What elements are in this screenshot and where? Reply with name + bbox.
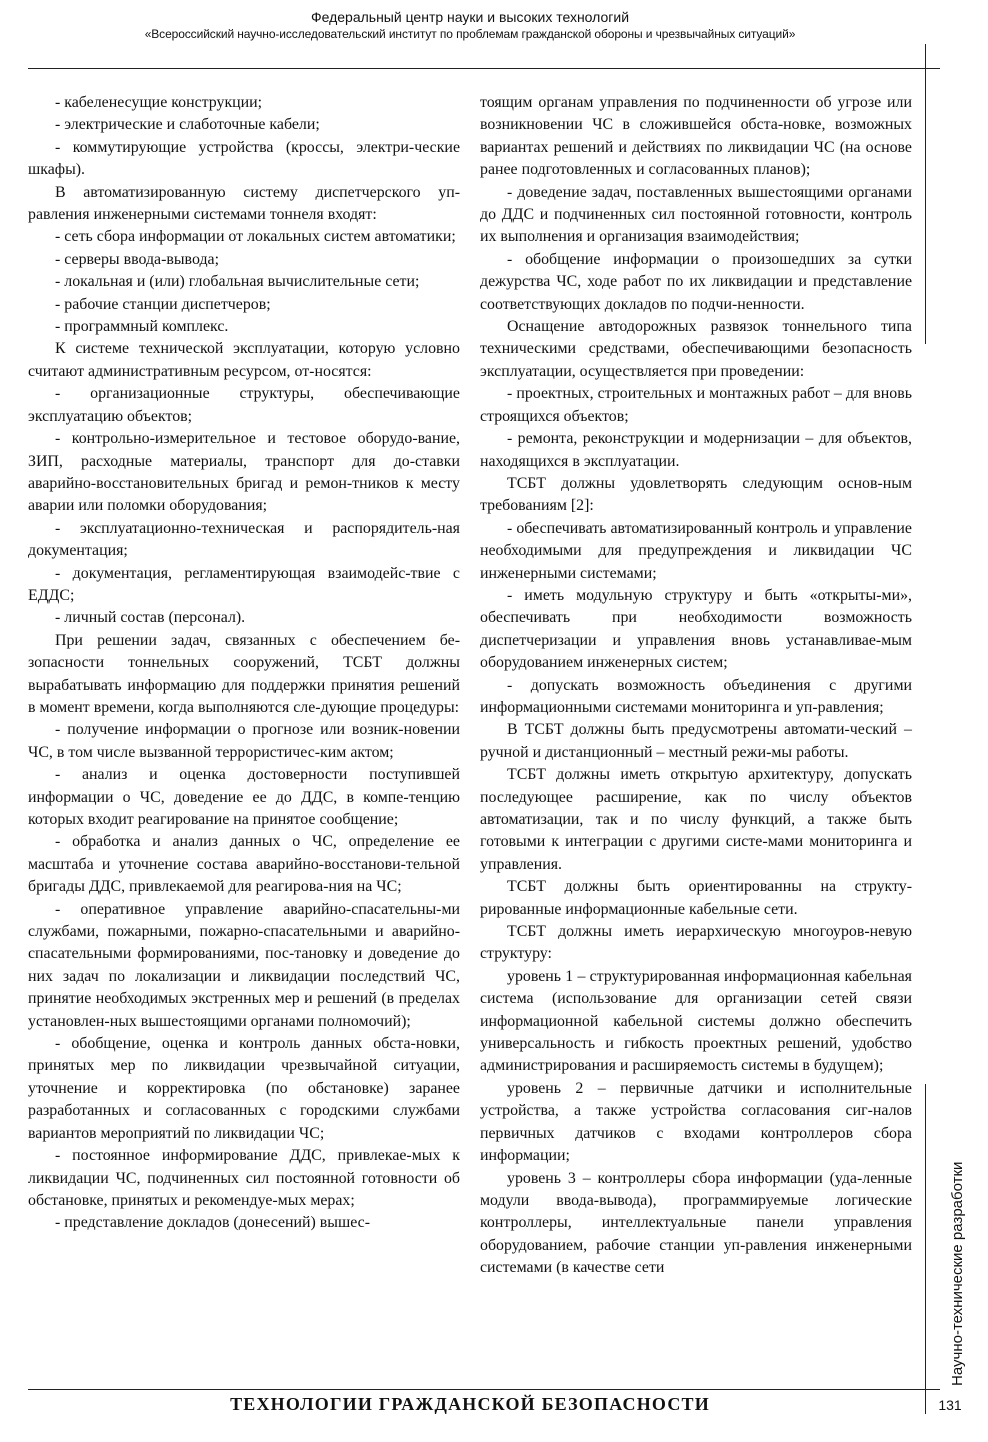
right-text-column bbox=[480, 92, 912, 1280]
paragraph: уровень 3 – контроллеры сбора информации (уда-ленные модули ввода-вывода), программируемые логические контроллеры, интеллектуальные панели управления оборудованием, рабочие станции уп-равления инженерными системами (в качестве сети bbox=[480, 1169, 912, 1277]
paragraph: ТСБТ должны быть ориентированны на структу-рированные информационные кабельные сети. bbox=[480, 878, 912, 918]
footer-rule bbox=[28, 1389, 940, 1390]
paragraph: - обработка и анализ данных о ЧС, определение ее масштаба и уточнение состава аварийно-восстанови-тельной бригады ДДС, привлекаемой для реагирова-ния на ЧС; bbox=[28, 833, 460, 896]
paragraph: В автоматизированную систему диспетчерского уп-равления инженерными системами тоннеля входят: bbox=[28, 183, 460, 224]
paragraph: - электрические и слаботочные кабели; bbox=[55, 116, 320, 134]
paragraph: - локальная и (или) глобальная вычислительные сети; bbox=[55, 273, 420, 291]
paragraph: - доведение задач, поставленных вышестоящими органами до ДДС и подчиненных сил постоянной готовности, контроль их выполнения и организация взаимодействия; bbox=[480, 183, 912, 246]
paragraph: уровень 1 – структурированная информационная кабельная система (использование для организации сетей связи информационной кабельной системы должно обеспечить универсальность и гибкость проектных решений, удобство администрирования и расширяемость системы в будущем); bbox=[480, 967, 912, 1075]
right-margin-rule-bottom bbox=[925, 1084, 926, 1414]
paragraph: К системе технической эксплуатации, которую условно считают административным ресурсом, от-носятся: bbox=[28, 340, 460, 380]
paragraph: - проектных, строительных и монтажных работ – для вновь строящихся объектов; bbox=[480, 385, 912, 425]
paragraph: Оснащение автодорожных развязок тоннельного типа техническими средствами, обеспечивающими безопасность эксплуатации, осуществляется при проведении: bbox=[480, 318, 912, 380]
paragraph: тоящим органам управления по подчиненности об угрозе или возникновении ЧС в сложившейся обста-новке, возможных вариантах решений и действиях по ликвидации ЧС (на основе ранее подготовленных и согласованных планов); bbox=[480, 94, 912, 179]
paragraph: - анализ и оценка достоверности поступившей информации о ЧС, доведение ее до ДДС, в компе-тенцию которых входит реагирование на принятое сообщение; bbox=[28, 766, 460, 828]
paragraph: - обеспечивать автоматизированный контроль и управление необходимыми для предупреждения и ликвидации ЧС инженерными системами; bbox=[480, 519, 912, 582]
paragraph: ТСБТ должны удовлетворять следующим основ-ным требованиям [2]: bbox=[480, 474, 912, 515]
header-organization: Федеральный центр науки и высоких технологий bbox=[310, 9, 630, 25]
header-institute: «Всероссийский научно-исследовательский институт по проблемам гражданской обороны и чрезвычайных ситуаций» bbox=[144, 27, 796, 41]
running-header bbox=[0, 8, 940, 42]
paragraph: - эксплуатационно-техническая и распорядитель-ная документация; bbox=[28, 519, 460, 560]
paragraph: ТСБТ должны иметь иерархическую многоуров-невую структуру: bbox=[480, 923, 912, 963]
paragraph: - документация, регламентирующая взаимодейс-твие с ЕДДС; bbox=[28, 564, 460, 604]
paragraph: - допускать возможность объединения с другими информационными системами мониторинга и уп-равления; bbox=[480, 676, 912, 716]
paragraph: ТСБТ должны иметь открытую архитектуру, допускать последующее расширение, как по числу объектов автоматизации, так и по числу функций, а также быть готовыми к интеграции с другими систе-мами мониторинга и управления. bbox=[480, 766, 912, 873]
section-side-label: Научно-технические разработки bbox=[949, 1161, 966, 1386]
page-number: 131 bbox=[938, 1397, 962, 1413]
paragraph: - сеть сбора информации от локальных систем автоматики; bbox=[55, 228, 456, 246]
paragraph: - рабочие станции диспетчеров; bbox=[55, 295, 271, 313]
paragraph: - иметь модульную структуру и быть «открыты-ми», обеспечивать при необходимости возможность диспетчеризации и управления вновь устанавливае-мым оборудованием инженерных систем; bbox=[480, 586, 912, 672]
paragraph: - контрольно-измерительное и тестовое оборудо-вание, ЗИП, расходные материалы, транспорт для до-ставки аварийно-восстановительных бригад и ремон-тников к месту аварии или поломки оборудования; bbox=[28, 430, 460, 515]
paragraph: - обобщение информации о произошедших за сутки дежурства ЧС, ходе работ по их ликвидации и представление соответствующих докладов по подчи-ненности. bbox=[480, 250, 912, 313]
paragraph: - получение информации о прогнозе или возник-новении ЧС, в том числе вызванной террористичес-ким актом; bbox=[28, 721, 460, 761]
right-margin-rule-top bbox=[925, 44, 926, 344]
paragraph: - оперативное управление аварийно-спасательны-ми службами, пожарными, пожарно-спасательными и аварийно-спасательными формированиями, пос-тановку и доведение до них задач по локализации и ликвидации последствий ЧС, принятие необходимых экстренных мер и решений (в пределах установлен-ных вышестоящими органами полномочий); bbox=[28, 900, 460, 1030]
journal-title: ТЕХНОЛОГИИ ГРАЖДАНСКОЙ БЕЗОПАСНОСТИ bbox=[230, 1394, 710, 1414]
paragraph: - серверы ввода-вывода; bbox=[55, 250, 219, 268]
paragraph: - ремонта, реконструкции и модернизации – для объектов, находящихся в эксплуатации. bbox=[480, 430, 912, 470]
paragraph: - представление докладов (донесений) вышес- bbox=[55, 1214, 370, 1232]
paragraph: При решении задач, связанных с обеспечением бе-зопасности тоннельных сооружений, ТСБТ должны вырабатывать информацию для поддержки принятия решений в момент времени, когда выполняются сле-дующие процедуры: bbox=[28, 631, 460, 716]
paragraph: - программный комплекс. bbox=[55, 318, 229, 336]
paragraph: - обобщение, оценка и контроль данных обста-новки, принятых мер по ликвидации чрезвычайной ситуации, уточнение и корректировка (по обстановке) заранее разработанных и согласованных с городскими службами вариантов мероприятий по ликвидации ЧС; bbox=[28, 1035, 460, 1142]
paragraph: - организационные структуры, обеспечивающие эксплуатацию объектов; bbox=[28, 385, 460, 425]
header-rule bbox=[28, 68, 940, 69]
paragraph: уровень 2 – первичные датчики и исполнительные устройства, а также устройства согласования сиг-налов первичных датчиков с входами контроллеров сбора информации; bbox=[480, 1079, 912, 1165]
paragraph: В ТСБТ должны быть предусмотрены автомати-ческий – ручной и дистанционный – местный режи-мы работы. bbox=[480, 721, 912, 761]
paragraph: - постоянное информирование ДДС, привлекае-мых к ликвидации ЧС, подчиненных сил постоянной готовности об обстановке, принятых и рекомендуе-мых мерах; bbox=[28, 1147, 460, 1209]
left-text-column bbox=[28, 92, 460, 1235]
paragraph: - личный состав (персонал). bbox=[55, 609, 246, 627]
paragraph: - кабеленесущие конструкции; bbox=[55, 94, 263, 111]
paragraph: - коммутирующие устройства (кроссы, электри-ческие шкафы). bbox=[28, 138, 460, 179]
